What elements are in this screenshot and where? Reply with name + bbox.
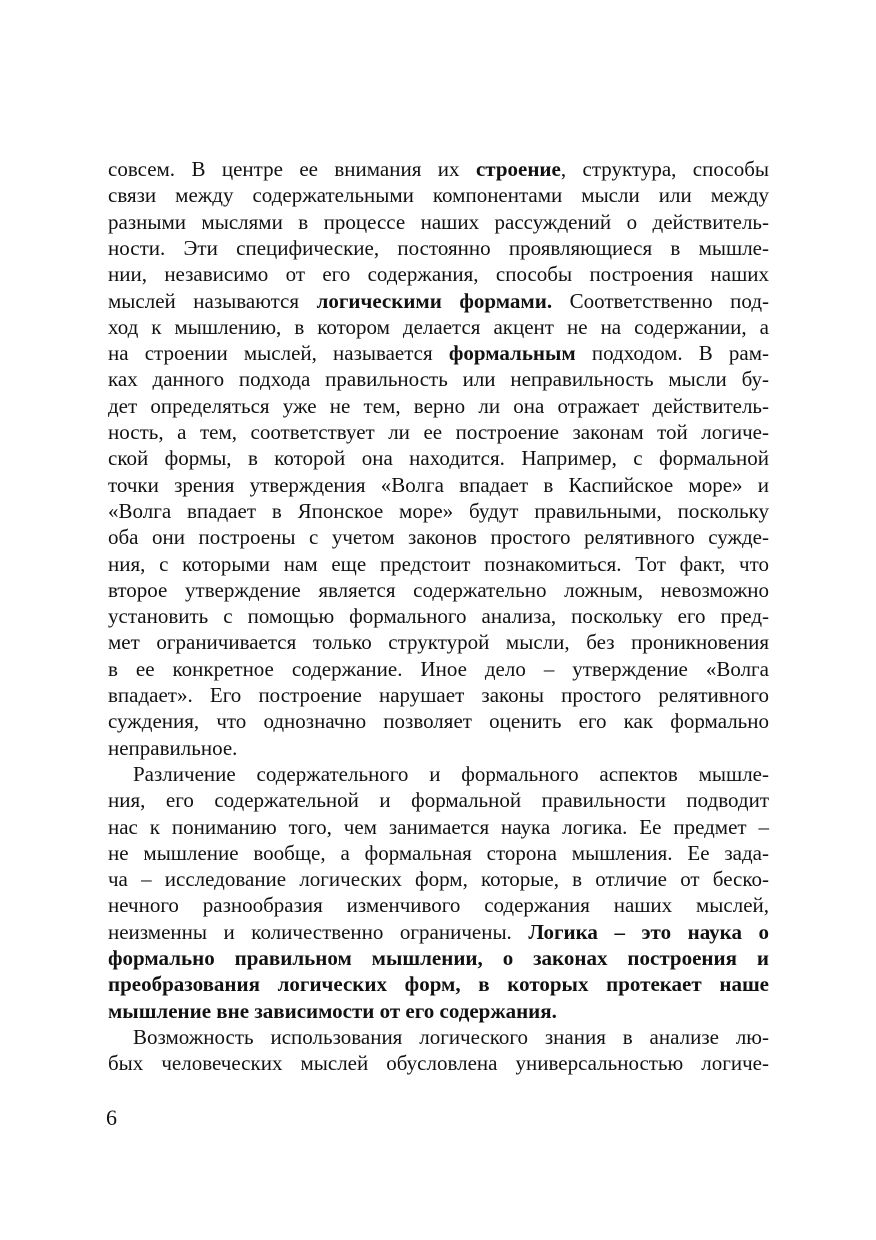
text-line	[108, 182, 769, 209]
text-segment: бых человеческих мыслей обусловлена универсальностью логиче-	[108, 1051, 769, 1075]
text-line	[108, 261, 769, 288]
text-segment: ния, его содержательной и формальной правильности подводит	[108, 788, 769, 812]
text-line	[108, 366, 769, 393]
text-line	[133, 1024, 769, 1051]
text-segment: ках данного подхода правильность или неправильность мысли бу-	[108, 367, 769, 391]
text-segment: ности. Эти специфические, постоянно проявляющиеся в мышле-	[108, 236, 769, 260]
text-line	[108, 472, 769, 499]
text-segment: нии, независимо от его содержания, способы построения наших	[108, 262, 769, 286]
text-segment: ния, с которыми нам еще предстоит познакомиться. Тот факт, что	[108, 552, 769, 576]
text-line	[108, 340, 769, 367]
text-segment: ход к мышлению, в котором делается акцент не на содержании, а	[108, 315, 769, 339]
text-segment: впадает». Его построение нарушает законы простого релятивного	[108, 683, 769, 707]
text-line	[108, 919, 769, 946]
text-line	[108, 393, 769, 420]
text-segment: подходом. В рам-	[575, 341, 769, 365]
bold-text: строение	[475, 157, 561, 181]
text-segment: мыслей называются	[108, 289, 317, 313]
text-line	[108, 656, 769, 683]
text-line	[108, 209, 769, 236]
text-segment: не мышление вообще, а формальная сторона мышления. Ее зада-	[108, 841, 769, 865]
text-line	[108, 866, 769, 893]
text-line	[108, 708, 769, 735]
text-segment: мет ограничивается только структурой мысли, без проникновения	[108, 630, 769, 654]
page-number: 6	[106, 1105, 117, 1130]
text-segment: Соответственно под-	[552, 289, 769, 313]
text-segment: Возможность использования логического знания в анализе лю-	[133, 1025, 769, 1049]
text-segment: ской формы, в которой она находится. Например, с формальной	[108, 446, 769, 470]
text-segment: установить с помощью формального анализа, поскольку его пред-	[108, 604, 769, 628]
bold-text: формально правильном мышлении, о законах построения и	[108, 946, 769, 970]
text-segment: неправильное.	[108, 736, 238, 760]
text-line	[108, 419, 769, 446]
text-line	[108, 445, 769, 472]
text-line	[108, 892, 769, 919]
text-line	[108, 498, 769, 525]
text-segment: суждения, что однозначно позволяет оценить его как формально	[108, 709, 769, 733]
text-segment: на строении мыслей, называется	[108, 341, 449, 365]
text-segment: неизменны и количественно ограничены.	[108, 920, 529, 944]
text-segment: Различение содержательного и формального аспектов мышле-	[133, 762, 769, 786]
text-line	[108, 998, 769, 1025]
text-segment: «Волга впадает в Японское море» будут правильными, поскольку	[108, 499, 769, 523]
text-line	[108, 682, 769, 709]
text-segment: ность, а тем, соответствует ли ее построение законам той логиче-	[108, 420, 769, 444]
text-line	[108, 577, 769, 604]
text-line	[108, 787, 769, 814]
text-segment: связи между содержательными компонентами мысли или между	[108, 183, 769, 207]
text-segment: нечного разнообразия изменчивого содержания наших мыслей,	[108, 893, 769, 917]
text-line	[108, 551, 769, 578]
text-line	[108, 235, 769, 262]
text-segment: совсем. В центре ее внимания их	[108, 157, 476, 181]
bold-text: мышление вне зависимости от его содержания.	[108, 999, 557, 1023]
text-segment: в ее конкретное содержание. Иное дело – утверждение «Волга	[108, 657, 769, 681]
text-line	[108, 524, 769, 551]
text-line	[108, 945, 769, 972]
bold-text: Логика – это наука о	[528, 920, 769, 944]
text-line	[133, 761, 769, 788]
bold-text: формальным	[448, 341, 576, 365]
text-line	[108, 1050, 769, 1077]
text-line	[108, 156, 769, 183]
text-segment: , структура, способы	[560, 157, 769, 181]
text-segment: оба они построены с учетом законов простого релятивного сужде-	[108, 525, 769, 549]
bold-text: логическими формами.	[316, 289, 553, 313]
bold-text: преобразования логических форм, в которых протекает наше	[108, 972, 769, 996]
text-segment: ча – исследование логических форм, которые, в отличие от беско-	[108, 867, 769, 891]
text-line	[108, 288, 769, 315]
text-segment: разными мыслями в процессе наших рассуждений о действитель-	[108, 210, 769, 234]
text-segment: второе утверждение является содержательно ложным, невозможно	[108, 578, 769, 602]
text-segment: дет определяться уже не тем, верно ли она отражает действитель-	[108, 394, 769, 418]
text-line	[108, 314, 769, 341]
text-line	[108, 814, 769, 841]
text-segment: точки зрения утверждения «Волга впадает в Каспийское море» и	[108, 473, 769, 497]
text-line	[108, 603, 769, 630]
text-line	[108, 971, 769, 998]
text-segment: нас к пониманию того, чем занимается наука логика. Ее предмет –	[108, 815, 769, 839]
text-line	[108, 840, 769, 867]
text-line	[108, 629, 769, 656]
text-line	[108, 735, 769, 762]
